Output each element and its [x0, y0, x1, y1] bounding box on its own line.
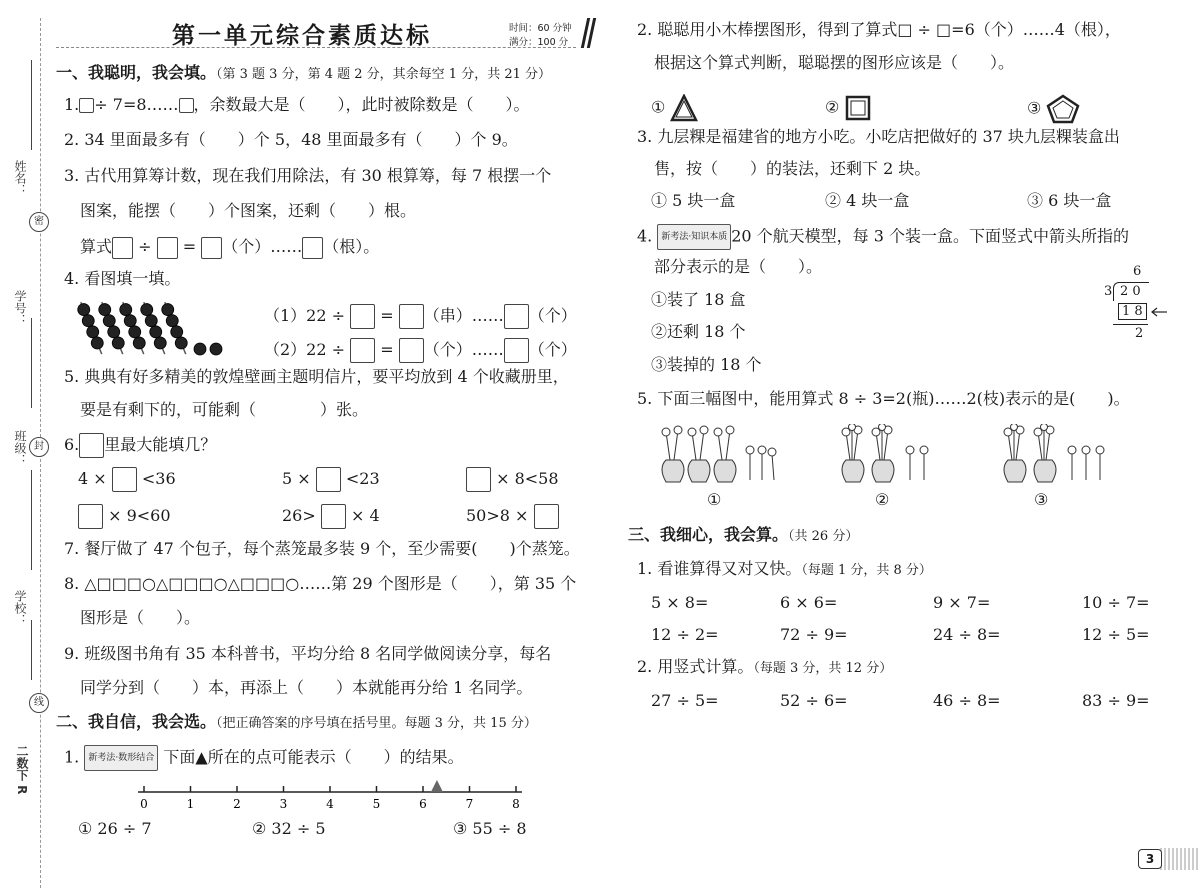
answer-box[interactable] [504, 304, 529, 329]
section-3-note: （共 26 分） [788, 529, 859, 544]
q2-3-opt-3[interactable]: ③ 6 块一盒 [1027, 191, 1112, 210]
answer-box[interactable] [302, 237, 323, 259]
q3-1-note: （每题 1 分，共 8 分） [801, 563, 932, 578]
answer-box[interactable] [399, 338, 424, 363]
q1-6-b [282, 467, 380, 492]
answer-box[interactable] [534, 504, 559, 529]
q2-1 [64, 745, 464, 771]
q1-4: 4. 看图填一填。 [64, 269, 181, 288]
q2-2-line2: 根据这个算式判断，聪聪摆的图形应该是（ ）。 [654, 53, 1015, 72]
name-label: 姓名： [13, 160, 27, 196]
eq-sign: = [380, 340, 394, 359]
calc-item: 10 ÷ 7= [1082, 593, 1150, 612]
calc-item: 5 × 8= [651, 593, 709, 612]
page-title: 第一单元综合素质达标 [172, 23, 432, 49]
answer-box[interactable] [112, 467, 137, 492]
eq-sign: = [182, 237, 197, 256]
unit-ge: （个） [528, 306, 577, 325]
q2-1-opt-3[interactable]: ③ 55 ÷ 8 [453, 819, 527, 838]
q2-4-opt-2[interactable]: ②还剩 18 个 [651, 322, 746, 341]
calc-item: 6 × 6= [780, 593, 838, 612]
new-method-tag: 新考法·数形结合 [84, 745, 158, 771]
vertical-calc-item: 83 ÷ 9= [1082, 691, 1150, 710]
opt-label: ① [651, 97, 666, 117]
number-line-label: 5 [372, 797, 381, 811]
ineq-right: <36 [141, 469, 176, 488]
q2-2-opt-1[interactable] [651, 94, 698, 122]
q2-1-text: 下面▲所在的点可能表示（ ）的结果。 [163, 747, 464, 767]
calc-item: 24 ÷ 8= [933, 625, 1001, 644]
number-line-label: 2 [233, 797, 241, 811]
ineq-left: 5 × [282, 469, 311, 488]
number-line-label: 7 [465, 797, 474, 811]
number-line-label: 4 [326, 797, 334, 811]
div-product-box: 1 8 [1118, 303, 1147, 320]
unit-gen: （根）。 [323, 237, 380, 256]
q2-5-opt-2[interactable]: ② [875, 490, 890, 509]
class-line [31, 470, 32, 570]
q2-4-line1 [637, 224, 1129, 250]
q1-6-f [466, 504, 559, 529]
answer-box[interactable] [201, 237, 222, 259]
square-icon [844, 94, 872, 122]
page-number: 3 [1138, 849, 1162, 869]
loose-flower [746, 446, 776, 480]
unit-chuan: （串）…… [423, 306, 504, 325]
q1-9-line2: 同学分到（ ）本，再添上（ ）本就能再分给 1 名同学。 [80, 678, 533, 697]
number-line-label: 3 [279, 797, 288, 811]
q2-5-opt-3[interactable]: ③ [1034, 490, 1049, 509]
vase-flowers-image [996, 424, 1116, 486]
calc-item: 72 ÷ 9= [780, 625, 848, 644]
section-3-title: 三、我细心，我会算。 [628, 525, 789, 544]
student-no-line [31, 318, 32, 408]
section-2-heading [56, 711, 537, 735]
answer-box[interactable] [321, 504, 346, 529]
q1-6-d [78, 504, 171, 529]
q2-4-text: 20 个航天模型，每 3 个装一盒。下面竖式中箭头所指的 [731, 226, 1130, 246]
seal-mi: 密 [29, 212, 49, 232]
q2-3-opt-1[interactable]: ① 5 块一盒 [651, 191, 736, 210]
q3-2 [637, 656, 892, 680]
q2-2-line1: 2. 聪聪用小木棒摆图形，得到了算式□ ÷ □=6（个）……4（根）， [637, 20, 1121, 39]
calc-item: 9 × 7= [933, 593, 991, 612]
loose-flower [906, 446, 928, 480]
div-remainder: 2 [1135, 326, 1144, 341]
loose-flower [1068, 446, 1104, 480]
q1-5-line1: 5. 典典有好多精美的敦煌壁画主题明信片，要平均放到 4 个收藏册里， [64, 367, 569, 386]
answer-box[interactable] [79, 98, 94, 113]
div-sign: ÷ [138, 237, 152, 256]
unit-ge: （个）…… [423, 340, 504, 359]
answer-box[interactable] [399, 304, 424, 329]
ineq-right: × 4 [350, 506, 380, 525]
opt-label: ② [825, 97, 840, 117]
ineq-left: 26> [282, 506, 316, 525]
div-divisor: 3 [1104, 284, 1113, 299]
full-score: 满分：100 分 [509, 37, 569, 48]
school-line [31, 620, 32, 680]
q2-2-opt-3[interactable] [1027, 94, 1080, 124]
q2-1-opt-2[interactable]: ② 32 ÷ 5 [252, 819, 326, 838]
arrow-left-icon [1150, 306, 1168, 318]
ineq-left: 50>8 × [466, 506, 529, 525]
vase [688, 426, 710, 482]
section-1-note: （第 3 题 3 分，第 4 题 2 分，其余每空 1 分，共 21 分） [216, 67, 552, 82]
q3-1-text: 1. 看谁算得又对又快。 [637, 559, 802, 578]
number-line-label: 8 [512, 797, 520, 811]
q2-1-opt-1[interactable]: ① 26 ÷ 7 [78, 819, 152, 838]
pentagon-icon [1046, 94, 1080, 124]
section-3-heading [628, 524, 858, 548]
q2-1-num: 1. [64, 747, 80, 767]
page-edge-stripe [1160, 848, 1200, 870]
time-limit: 时间：60 分钟 [509, 23, 572, 34]
class-label: 班级： [13, 430, 27, 466]
seal-xian: 线 [29, 693, 49, 713]
q1-6-text: 里最大能填几？ [104, 435, 217, 454]
answer-box[interactable] [350, 304, 375, 329]
ineq-right: × 9<60 [108, 506, 171, 525]
berries-skewer-image [76, 296, 228, 362]
q2-4-opt-1[interactable]: ①装了 18 盒 [651, 290, 746, 309]
vase [714, 426, 736, 482]
answer-box[interactable] [157, 237, 178, 259]
q1-4-line2 [264, 338, 577, 363]
section-1-heading [56, 62, 551, 86]
book-code: 二数下 R [15, 745, 29, 795]
q1-8-line1: 8. △□□□○△□□□○△□□□○……第 29 个图形是（ ），第 35 个 [64, 574, 577, 593]
q1-1 [64, 94, 530, 116]
vase [1034, 424, 1056, 482]
answer-box[interactable] [504, 338, 529, 363]
eq-sign: = [380, 306, 394, 325]
q1-6 [64, 433, 216, 458]
number-line [130, 776, 530, 816]
student-no-label: 学号： [13, 290, 27, 326]
q1-1-mid: ÷ 7=8…… [94, 95, 179, 114]
new-method-tag: 新考法·知识本质 [657, 224, 731, 250]
q2-5-opt-1[interactable]: ① [707, 490, 722, 509]
header-rule [56, 47, 576, 48]
div-dividend: 2 0 [1120, 284, 1141, 299]
div-quotient: 6 [1133, 264, 1142, 279]
q1-3-line2: 图案，能摆（ ）个图案，还剩（ ）根。 [80, 201, 417, 220]
q1-1-num: 1. [64, 95, 80, 114]
answer-box[interactable] [466, 467, 491, 492]
answer-box[interactable] [179, 98, 194, 113]
q2-5: 5. 下面三幅图中，能用算式 8 ÷ 3=2(瓶)……2(枝)表示的是( )。 [637, 389, 1130, 408]
seal-feng: 封 [29, 437, 49, 457]
section-2-note: （把正确答案的序号填在括号里。每题 3 分，共 15 分） [216, 716, 537, 731]
answer-box[interactable] [78, 504, 103, 529]
vertical-calc-item: 52 ÷ 6= [780, 691, 848, 710]
number-line-label: 6 [419, 797, 427, 811]
q1-3-formula [80, 236, 379, 259]
q1-4-line1 [264, 304, 577, 329]
ineq-right: × 8<58 [496, 469, 559, 488]
q3-2-text: 2. 用竖式计算。 [637, 657, 754, 676]
opt-label: ③ [1027, 98, 1042, 118]
q2-3-opt-2[interactable]: ② 4 块一盒 [825, 191, 910, 210]
q1-7: 7. 餐厅做了 47 个包子，每个蒸笼最多装 9 个，至少需要( )个蒸笼。 [64, 539, 580, 558]
vase [662, 426, 684, 482]
q3-2-note: （每题 3 分，共 12 分） [753, 661, 893, 676]
vase-flowers-image [834, 424, 944, 486]
division-rule [1113, 324, 1148, 325]
number-line-label: 1 [186, 797, 195, 811]
q1-5-line2: 要是有剩下的，可能剩（ ）张。 [80, 400, 369, 419]
q1-8-line2: 图形是（ ）。 [80, 608, 201, 627]
vase [1004, 424, 1026, 482]
school-label: 学校： [13, 590, 27, 626]
q2-4-opt-3[interactable]: ③装掉的 18 个 [651, 355, 762, 374]
unit-ge: （个）…… [222, 237, 303, 256]
vase-flowers-image [654, 424, 780, 486]
q2-4-num: 4. [637, 226, 653, 246]
ineq-left: 4 × [78, 469, 107, 488]
q2-3-line1: 3. 九层粿是福建省的地方小吃。小吃店把做好的 37 块九层粿装盒出 [637, 127, 1120, 146]
calc-item: 12 ÷ 2= [651, 625, 719, 644]
q1-2: 2. 34 里面最多有（ ）个 5，48 里面最多有（ ）个 9。 [64, 130, 518, 149]
q1-3-line1: 3. 古代用算筹计数，现在我们用除法，有 30 根算筹，每 7 根摆一个 [64, 166, 552, 185]
q1-6-a [78, 467, 176, 492]
number-line-label: 0 [140, 797, 148, 811]
q1-9-line1: 9. 班级图书角有 35 本科普书，平均分给 8 名同学做阅读分享，每名 [64, 644, 552, 663]
formula-label: 算式 [80, 237, 113, 256]
vase [872, 424, 894, 482]
vase [842, 424, 864, 482]
q3-1 [637, 558, 932, 582]
answer-box[interactable] [316, 467, 341, 492]
q1-6-num: 6. [64, 435, 80, 454]
vertical-calc-item: 27 ÷ 5= [651, 691, 719, 710]
triangle-marker [431, 780, 443, 792]
calc-item: 12 ÷ 5= [1082, 625, 1150, 644]
q1-1-rest: ，余数最大是（ ），此时被除数是（ ）。 [193, 95, 530, 114]
unit-ge: （个） [528, 340, 577, 359]
name-line [31, 60, 32, 150]
section-1-title: 一、我聪明，我会填。 [56, 63, 217, 82]
answer-box[interactable] [79, 433, 104, 458]
q2-4-line2: 部分表示的是（ ）。 [654, 257, 823, 276]
q1-4-expr: （1）22 ÷ [264, 306, 346, 325]
section-2-title: 二、我自信，我会选。 [56, 712, 217, 731]
q2-2-opt-2[interactable] [825, 94, 872, 122]
triangle-icon [670, 94, 698, 122]
q1-4-expr: （2）22 ÷ [264, 340, 346, 359]
q2-3-line2: 售，按（ ）的装法，还剩下 2 块。 [654, 159, 931, 178]
q1-6-e [282, 504, 380, 529]
q1-6-c [466, 467, 559, 492]
answer-box[interactable] [350, 338, 375, 363]
ineq-right: <23 [345, 469, 380, 488]
answer-box[interactable] [112, 237, 133, 259]
vertical-calc-item: 46 ÷ 8= [933, 691, 1001, 710]
